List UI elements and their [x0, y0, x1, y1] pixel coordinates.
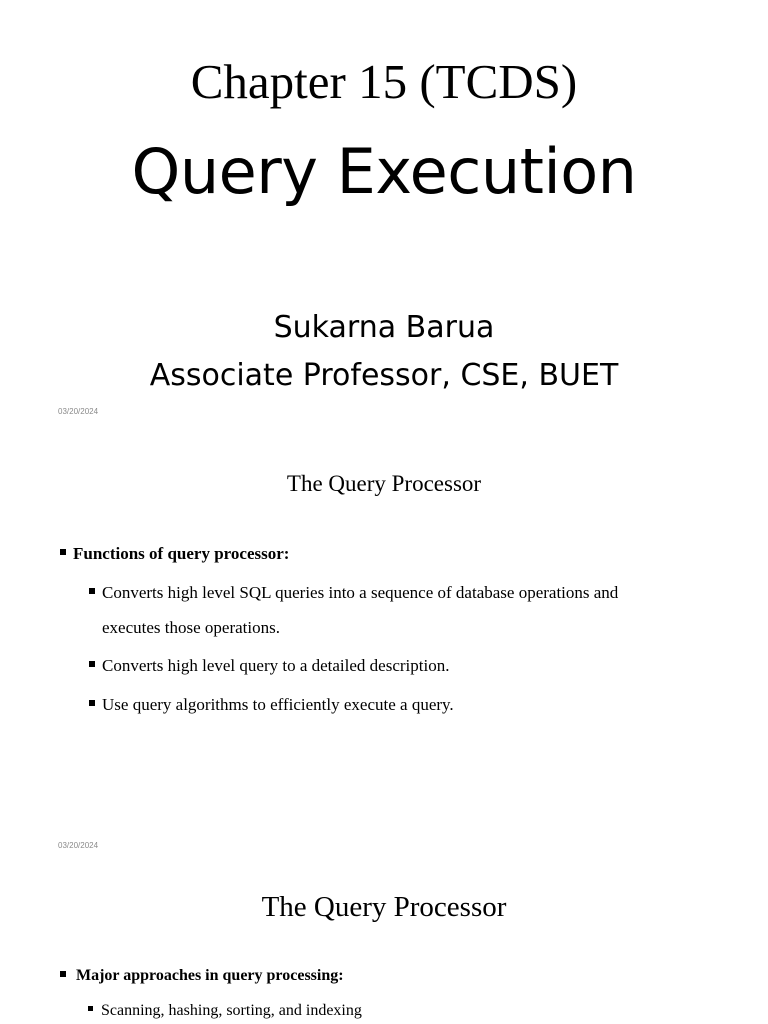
- bullet-square-icon: [89, 700, 95, 706]
- query-processor-slide: [0, 430, 768, 862]
- title-slide: [0, 0, 768, 430]
- bullet-square-icon: [89, 661, 95, 667]
- author-name: Sukarna Barua: [273, 310, 495, 345]
- slide-heading: The Query Processor: [261, 891, 507, 923]
- subbullet-text: Scanning, hashing, sorting, and indexing: [101, 1002, 362, 1019]
- bullet-square-icon: [89, 588, 95, 594]
- bullet-square-icon: [88, 1006, 93, 1011]
- bullet-text: Major approaches in query processing:: [76, 967, 344, 984]
- subbullet-text: Converts high level query to a detailed description.: [102, 656, 450, 675]
- chapter-title: Chapter 15 (TCDS): [190, 54, 578, 109]
- subbullet-text-continuation: executes those operations.: [102, 618, 280, 637]
- slide-heading: The Query Processor: [286, 471, 482, 496]
- slide-date: 03/20/2024: [58, 841, 99, 850]
- author-affiliation: Associate Professor, CSE, BUET: [149, 358, 619, 393]
- subbullet-text: Use query algorithms to efficiently execute a query.: [102, 695, 454, 714]
- slide-date: 03/20/2024: [58, 407, 99, 416]
- slide-title: Query Execution: [131, 135, 637, 208]
- bullet-square-icon: [60, 971, 66, 977]
- subbullet-text: Converts high level SQL queries into a sequence of database operations and: [102, 583, 619, 602]
- bullet-square-icon: [60, 549, 66, 555]
- query-processor-slide-2: [0, 862, 768, 1024]
- bullet-text: Functions of query processor:: [73, 544, 290, 563]
